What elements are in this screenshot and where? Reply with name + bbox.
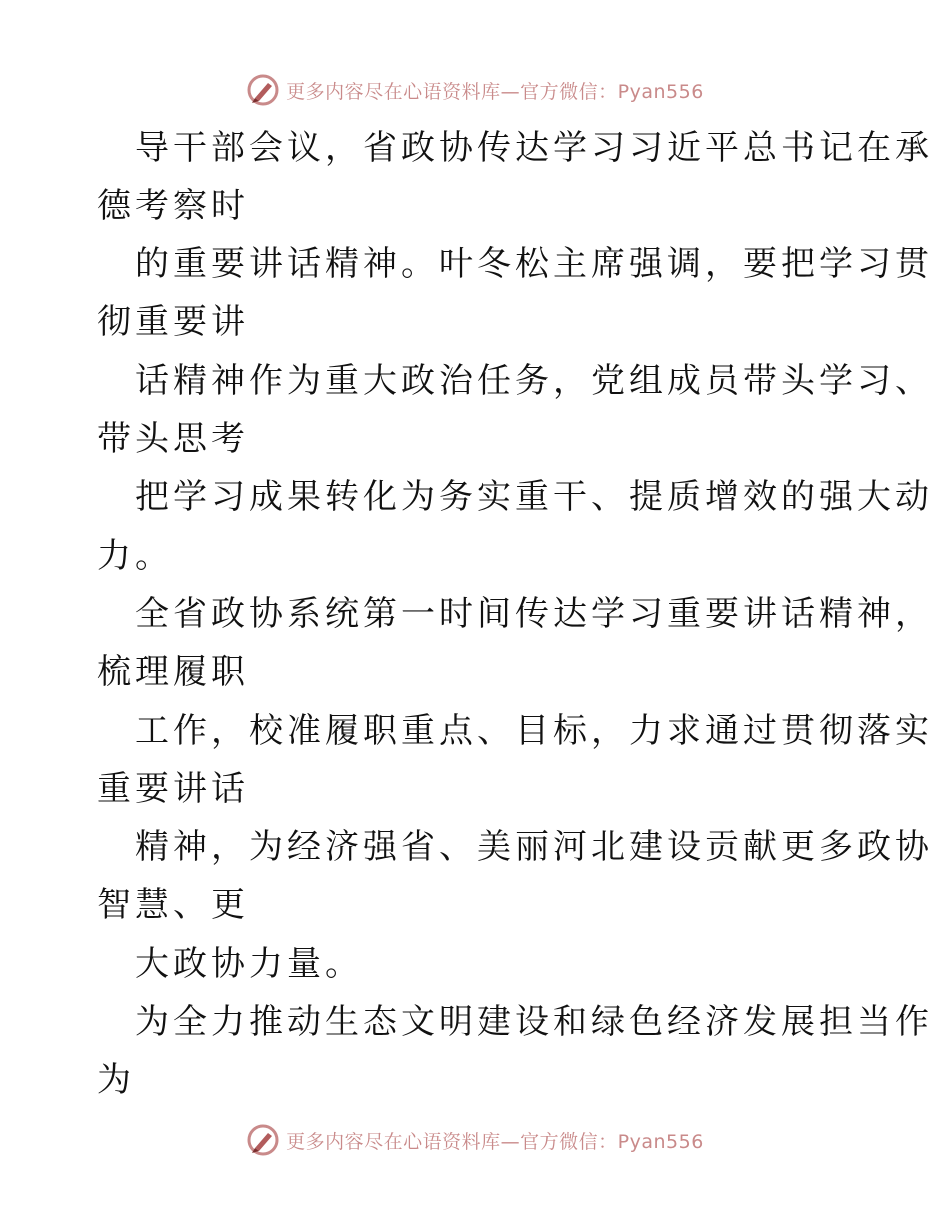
text-line: 全省政协系统第一时间传达学习重要讲话精神， [135,594,933,634]
text-line: 大政协力量。 [135,944,363,984]
pen-logo-icon [246,1123,280,1157]
text-line: 德考察时 [97,186,249,226]
text-line: 重要讲话 [97,769,249,809]
text-line: 智慧、更 [97,885,249,925]
text-line: 为 [97,1060,135,1100]
text-line: 为全力推动生态文明建设和绿色经济发展担当作 [135,1002,933,1042]
text-line: 的重要讲话精神。叶冬松主席强调，要把学习贯 [135,244,933,284]
watermark-header [0,70,950,110]
text-line: 导干部会议，省政协传达学习习近平总书记在承 [135,128,933,168]
watermark-footer [0,1120,950,1160]
text-line: 精神，为经济强省、美丽河北建设贡献更多政协 [135,827,933,867]
text-line: 工作，校准履职重点、目标，力求通过贯彻落实 [135,711,933,751]
text-line: 梳理履职 [97,652,249,692]
watermark-text: 更多内容尽在心语资料库—官方微信：Pyan556 [286,1130,704,1153]
pen-logo-icon [246,73,280,107]
text-line: 话精神作为重大政治任务，党组成员带头学习、 [135,361,933,401]
text-line: 带头思考 [97,419,249,459]
text-line: 力。 [97,536,173,576]
text-line: 把学习成果转化为务实重干、提质增效的强大动 [135,477,933,517]
text-line: 彻重要讲 [97,302,249,342]
watermark-text: 更多内容尽在心语资料库—官方微信：Pyan556 [286,80,704,103]
